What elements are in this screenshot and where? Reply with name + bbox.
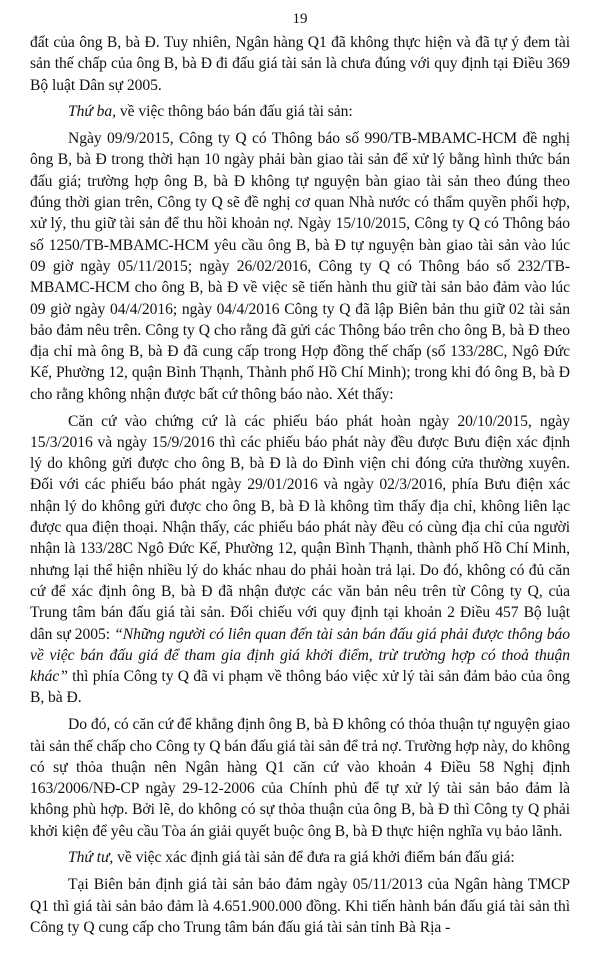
paragraph-tail: thì phía Công ty Q đã vi phạm về thông báo việc xử lý tài sản đảm bảo của ông B, bà Đ. — [30, 668, 570, 707]
paragraph-text: Tại Biên bản định giá tài sản bảo đảm ngày 05/11/2013 của Ngân hàng TMCP Q1 thì giá tài sản bảo đảm là 4.651.900.000 đồng. Khi tiến hành bán đấu giá tài sản thì Công ty Q cung cấp cho Trung tâm bán đấu giá tài sản tỉnh Bà Rịa - — [30, 876, 570, 936]
legal-quote: “Những người có liên quan đến tài sản bán đấu giá phải được thông báo về việc bán đấu giá để tham gia định giá khởi điểm, trừ trường hợp có thoả thuận khác” — [30, 625, 570, 686]
paragraph-text: Ngày 09/9/2015, Công ty Q có Thông báo số 990/TB-MBAMC-HCM đề nghị ông B, bà Đ trong thời hạn 10 ngày phải bàn giao tài sản để xử lý bằng hình thức bán đấu giá; trường hợp ông B, bà Đ không tự nguyện bàn giao tài sản theo đúng theo đúng thời gian trên, Công ty Q sẽ đề nghị cơ quan Nhà nước có thẩm quyền phối hợp, xử lý, thu giữ tài sản để thu hồi khoản nợ. Ngày 15/10/2015, Công ty Q có Thông báo số 1250/TB-MBAMC-HCM yêu cầu ông B, bà Đ tự nguyện bàn giao tài sản vào lúc 09 giờ ngày 05/11/2015; ngày 26/02/2016, Công ty Q có Thông báo số 232/TB-MBAMC-HCM cho ông B, bà Đ về việc sẽ tiến hành thu giữ tài sản bảo đảm vào lúc 09 giờ ngày 04/4/2016; ngày 04/4/2016 Công ty Q đã lập Biên bản thu giữ 02 tài sản bảo đảm nêu trên. Công ty Q cho rằng đã gửi các Thông báo trên cho ông B, bà Đ theo địa chỉ mà ông B, bà Đ đã cung cấp trong Hợp đồng thế chấp (số 133/28C, Ngô Đức Kế, Phường 12, quận Bình Thạnh, Thành phố Hồ Chí Minh); trong khi đó ông B, bà Đ cho rằng không nhận được bất cứ thông báo nào. Xét thấy: — [30, 130, 570, 403]
paragraph-text: về việc xác định giá tài sản để đưa ra giá khởi điểm bán đấu giá: — [113, 849, 515, 867]
paragraph-conclusion — [30, 714, 570, 842]
paragraph-valuation — [30, 874, 570, 938]
paragraph-text: về việc thông báo bán đấu giá tài sản: — [116, 103, 353, 121]
lead-italic: Thứ ba, — [68, 103, 117, 121]
paragraph-text: đất của ông B, bà Đ. Tuy nhiên, Ngân hàng Q1 đã không thực hiện và đã tự ý đem tài sản thế chấp của ông B, bà Đ đi đấu giá tài sản là chưa đúng với quy định tại Điều 369 Bộ luật Dân sự 2005. — [30, 34, 570, 94]
heading-fourth-point — [30, 847, 570, 868]
paragraph-text: Do đó, có căn cứ để khẳng định ông B, bà Đ không có thỏa thuận tự nguyện giao tài sản thế chấp cho Công ty Q bán đấu giá tài sản để trả nợ. Trường hợp này, do không có sự thỏa thuận nên Ngân hàng Q1 căn cứ vào khoản 4 Điều 58 Nghị định 163/2006/NĐ-CP ngày 29-12-2006 của Chính phủ để tự xử lý tài sản bảo đảm là không phù hợp. Bởi lẽ, do không có sự thỏa thuận của ông B, bà Đ thì Công ty Q phải khởi kiện để yêu cầu Tòa án giải quyết buộc ông B, bà Đ thực hiện nghĩa vụ bảo lãnh. — [30, 716, 570, 840]
page-number: 19 — [292, 11, 308, 27]
paragraph-notices — [30, 128, 570, 405]
heading-third-point — [30, 101, 570, 122]
lead-italic: Thứ tư, — [68, 849, 114, 867]
paragraph-text: Căn cứ vào chứng cứ là các phiếu báo phát hoàn ngày 20/10/2015, ngày 15/3/2016 và ngày 15/9/2016 thì các phiếu báo phát này đều được Bưu điện xác định lý do không gửi được cho ông B, bà Đ là do Đình viện chi đóng cửa thường xuyên. Đối với các phiếu báo phát ngày 29/01/2016 và ngày 02/3/2016, phía Bưu điện xác nhận lý do không gửi được cho ông B, bà Đ là không tìm thấy địa chỉ, không liên lạc được qua điện thoại. Nhận thấy, các phiếu báo phát này đều có cùng địa chỉ của người nhận là 133/28C Ngô Đức Kế, Phường 12, quận Bình Thạnh, thành phố Hồ Chí Minh, nhưng lại thể hiện nhiều lý do khác nhau do phải hoàn trả lại. Do đó, không có đủ căn cứ để xác định ông B, bà Đ đã nhận được các văn bản nêu trên từ Công ty Q, của Trung tâm bán đấu giá tài sản. Đối chiếu với quy định tại khoản 2 Điều 457 Bộ luật dân sự 2005: — [30, 412, 570, 643]
paragraph-evidence — [30, 411, 570, 709]
paragraph-continuation — [30, 32, 570, 96]
